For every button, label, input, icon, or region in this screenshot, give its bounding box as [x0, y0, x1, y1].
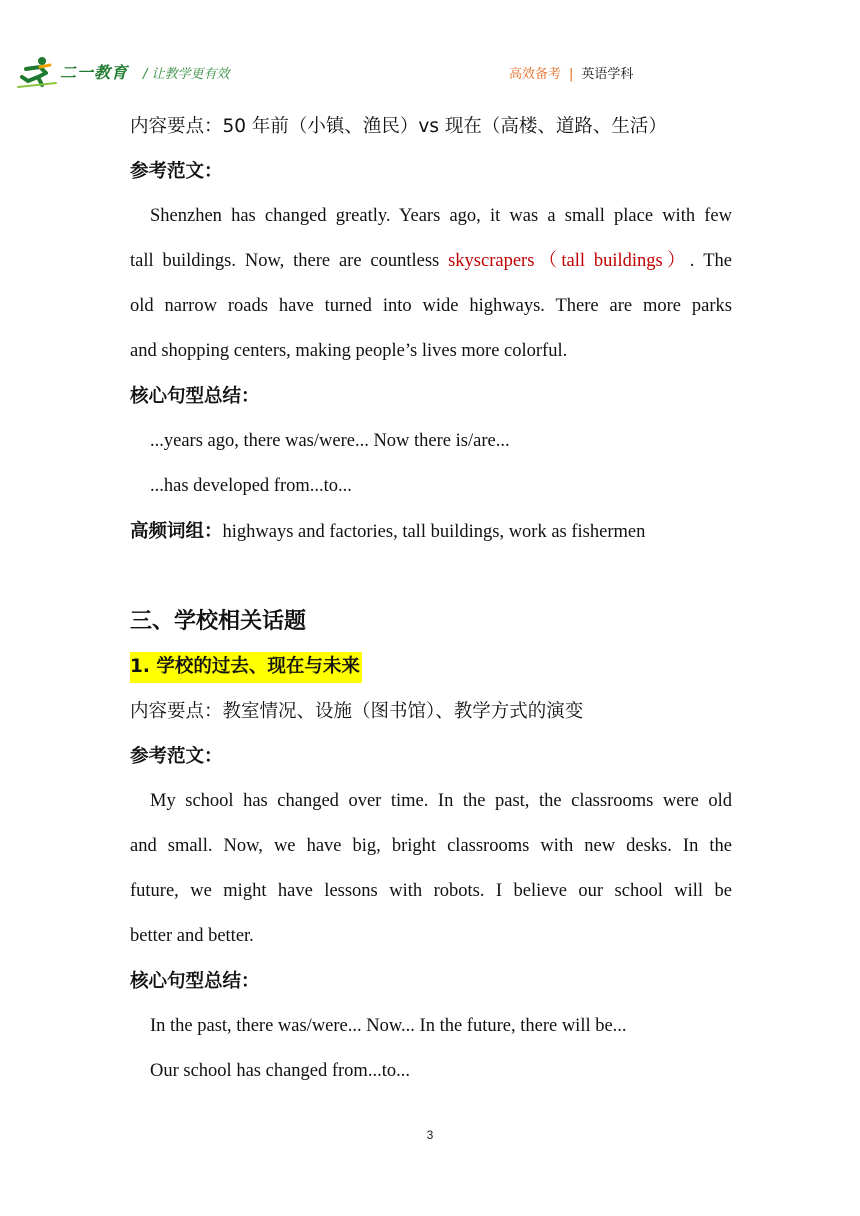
page-number: 3	[426, 1128, 434, 1142]
sample-essay-label-1: 参考范文：	[130, 161, 223, 182]
essay1-line-2	[130, 239, 732, 284]
essay2-line-1: My school has changed over time. In the past, the classrooms were old	[150, 791, 732, 811]
essay1-line-3: old narrow roads have turned into wide highways. There are more parks	[130, 296, 732, 316]
essay1-line-4: and shopping centers, making people’s lives more colorful.	[130, 341, 568, 361]
header-slogan: / 让教学更有效	[143, 67, 230, 82]
content-points-1: 内容要点：50 年前（小镇、渔民）vs 现在（高楼、道路、生活）	[130, 116, 667, 137]
pattern2-2: Our school has changed from...to...	[150, 1061, 410, 1081]
phrases-text: highways and factories, tall buildings, work as fishermen	[222, 522, 646, 542]
section-title: 三、学校相关话题	[130, 609, 307, 634]
subsection-title: 1. 学校的过去、现在与未来	[130, 652, 362, 683]
patterns-label-2: 核心句型总结：	[130, 971, 260, 992]
content-points-2: 内容要点：教室情况、设施（图书馆）、教学方式的演变	[130, 701, 584, 722]
logo	[16, 55, 129, 91]
header-separator: |	[569, 67, 574, 82]
phrases-label: 高频词组：	[130, 521, 223, 542]
subsection-line	[130, 644, 732, 689]
runner-logo-icon	[16, 55, 60, 91]
essay1-line-2b: . The	[689, 251, 732, 271]
pattern1-2: ...has developed from...to...	[150, 476, 352, 496]
logo-text: 二一教育	[60, 63, 129, 82]
pattern2-1: In the past, there was/were... Now... In the future, there will be...	[150, 1016, 627, 1036]
essay2-line-2: and small. Now, we have big, bright classrooms with new desks. In the	[130, 836, 732, 856]
pattern1-1: ...years ago, there was/were... Now there is/are...	[150, 431, 510, 451]
essay1-line-2a: tall buildings. Now, there are countless	[130, 251, 449, 271]
header-subject: 英语学科	[581, 67, 634, 82]
essay1-line-1: Shenzhen has changed greatly. Years ago, it was a small place with few	[150, 206, 732, 226]
essay2-line-4: better and better.	[130, 926, 254, 946]
header-right	[509, 63, 633, 82]
patterns-label-1: 核心句型总结：	[130, 386, 260, 407]
page-header	[0, 0, 860, 100]
essay1-highlight-word: skyscrapers（tall buildings）	[448, 251, 690, 271]
header-tag: 高效备考	[509, 67, 562, 82]
phrases-line	[130, 509, 732, 554]
sample-essay-label-2: 参考范文：	[130, 746, 223, 767]
essay2-line-3: future, we might have lessons with robots. I believe our school will be	[130, 881, 732, 901]
